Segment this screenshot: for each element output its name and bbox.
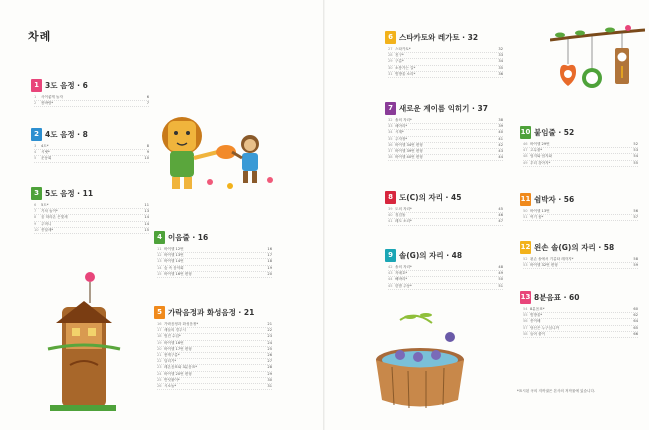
lesson-row: 3 4도* 8 [34,144,149,150]
lesson-row: 53 바이엘 32번 변형 59 [523,263,638,269]
chapter-11 [520,192,638,221]
lesson-row: 32 솔의 자리* 38 [388,118,503,124]
lesson-row: 5 운동회 10 [34,156,149,162]
chapter-number-badge: 4 [154,231,165,244]
lesson-row: 23 레온음표와 3분음표* 28 [157,365,272,371]
lesson-row: 16 가락음정과 화성음정* 21 [157,322,272,328]
lesson-row: 51 여기 꼼* 57 [523,215,638,221]
lesson-row: 57 당신은 누구십니까 65 [523,326,638,332]
lesson-row: 42 솔의 자리* 48 [388,265,503,271]
lesson-row: 41 레도 소리* 47 [388,219,503,225]
lesson-row: 36 바이엘 34번 변형 42 [388,143,503,149]
lesson-row: 46 바이엘 29번 52 [523,142,638,148]
chapter-2 [31,127,149,163]
chapter-title: 이음줄 · 16 [168,232,209,242]
chapter-title: 4도 음정 · 8 [45,129,88,139]
chapter-number-badge: 11 [520,193,531,206]
lesson-row: 44 해바리* 50 [388,277,503,283]
lesson-row: 50 바이엘 13번 56 [523,209,638,215]
lesson-row: 48 엄지와 엄지와 54 [523,154,638,160]
lesson-row: 12 바이엘 13번 17 [157,253,272,259]
chapter-number-badge: 1 [31,79,42,92]
lesson-row: 8 꿈 따라온 은빛새 14 [34,215,149,221]
lesson-row: 33 메아리* 39 [388,124,503,130]
lesson-row: 56 종이배 64 [523,319,638,325]
lesson-row: 6 5도* 11 [34,203,149,209]
chapter-12 [520,240,638,269]
chapter-13 [520,290,638,338]
lesson-row: 31 빗방울 소리* 36 [388,72,503,78]
chapter-number-badge: 13 [520,291,531,304]
lesson-row: 38 바이엘 40번 변형 44 [388,155,503,161]
chapter-6 [385,30,503,78]
lesson-row: 1 사이좋게 놀자 6 [34,95,149,101]
chapter-1 [31,78,149,107]
lesson-row: 29 구름* 34 [388,59,503,65]
lesson-row: 52 왼손 솔에서 기름타 레자지* 58 [523,257,638,263]
chapter-title: 붙임줄 · 52 [534,127,575,137]
lesson-row: 2 봄바람* 7 [34,101,149,107]
chapter-title: 왼손 솔(G)의 자리 · 58 [534,242,615,252]
tree-house-illustration [40,265,125,415]
chapter-number-badge: 7 [385,102,396,115]
lesson-row: 13 바이엘 14번 18 [157,259,272,265]
lesson-row: 24 바이엘 20번 변형 29 [157,372,272,378]
lesson-row: 19 바이엘 16번 24 [157,341,272,347]
lesson-row: 34 시계* 40 [388,130,503,136]
chapter-number-badge: 2 [31,128,42,141]
lesson-row: 55 빗방울* 62 [523,313,638,319]
chapter-title: 8분음표 · 60 [534,292,580,302]
lesson-row: 26 시소놀* 31 [157,384,272,390]
lesson-row: 20 바이엘 17번 변형 25 [157,347,272,353]
lesson-row: 18 멋진 수업* 23 [157,334,272,340]
chapter-number-badge: 5 [154,306,165,319]
lesson-row: 40 징검돌 46 [388,213,503,219]
lesson-row: 25 반딧불이* 30 [157,378,272,384]
chapter-8 [385,190,503,226]
chapter-number-badge: 9 [385,249,396,262]
lesson-row: 39 도의 자리* 45 [388,207,503,213]
lesson-row: 37 바이엘 39번 변형 43 [388,149,503,155]
chapter-number-badge: 6 [385,31,396,44]
lesson-row: 14 숲 속 음악회 19 [157,266,272,272]
lesson-row: 10 종달새* 15 [34,228,149,234]
chapter-title: 도(C)의 자리 · 45 [399,192,462,202]
chapter-title: 3도 음정 · 6 [45,80,88,90]
lesson-row: 9 주머니 14 [34,222,149,228]
hanging-clocks-illustration [550,22,645,102]
lesson-row: 54 8분음표* 60 [523,307,638,313]
left-page [0,0,324,430]
chapter-number-badge: 8 [385,191,396,204]
chapter-10 [520,125,638,167]
chapter-title: 새로운 계이름 익히기 · 37 [399,103,488,113]
lesson-row: 22 달리기* 27 [157,359,272,365]
chapter-title: 5도 음정 · 11 [45,188,94,198]
lesson-row: 4 시냇* 9 [34,150,149,156]
chapter-9 [385,248,503,290]
right-page [325,0,649,430]
chapter-title: 가락음정과 화성음정 · 21 [168,307,255,317]
lesson-row: 58 들어 줄이 66 [523,332,638,338]
chapter-title: 솔(G)의 자리 · 48 [399,250,463,260]
chapter-title: 쉼박자 · 56 [534,194,575,204]
copyright-footnote: *표시된 곡의 저작권은 본사의 저작물에 있습니다. [517,389,596,393]
lion-and-monkey-illustration [150,108,300,198]
lesson-row: 21 뭉게구름* 26 [157,353,272,359]
chapter-7 [385,101,503,161]
lesson-row: 27 스타카토* 32 [388,47,503,53]
chapter-number-badge: 12 [520,241,531,254]
lesson-row: 28 친구* 33 [388,53,503,59]
bathtub-illustration [370,305,470,410]
lesson-row: 15 바이엘 16번 변형 20 [157,272,272,278]
chapter-4 [154,230,272,278]
lesson-row: 49 우리 강아지* 55 [523,161,638,167]
lesson-row: 35 주자장* 41 [388,137,503,143]
lesson-row: 43 자매호* 49 [388,271,503,277]
page-title: 차례 [28,30,52,43]
lesson-row: 7 기차 놀이* 13 [34,209,149,215]
chapter-number-badge: 3 [31,187,42,200]
lesson-row: 11 바이엘 12번 16 [157,247,272,253]
lesson-row: 30 소풍가는 길* 35 [388,66,503,72]
chapter-number-badge: 10 [520,126,531,139]
lesson-row: 17 새들의 경주시 22 [157,328,272,334]
chapter-title: 스타카토와 레가토 · 32 [399,32,479,42]
lesson-row: 47 고무줄* 53 [523,148,638,154]
chapter-5 [154,305,272,390]
chapter-3 [31,186,149,234]
lesson-row: 45 한밤 주둥* 51 [388,284,503,290]
